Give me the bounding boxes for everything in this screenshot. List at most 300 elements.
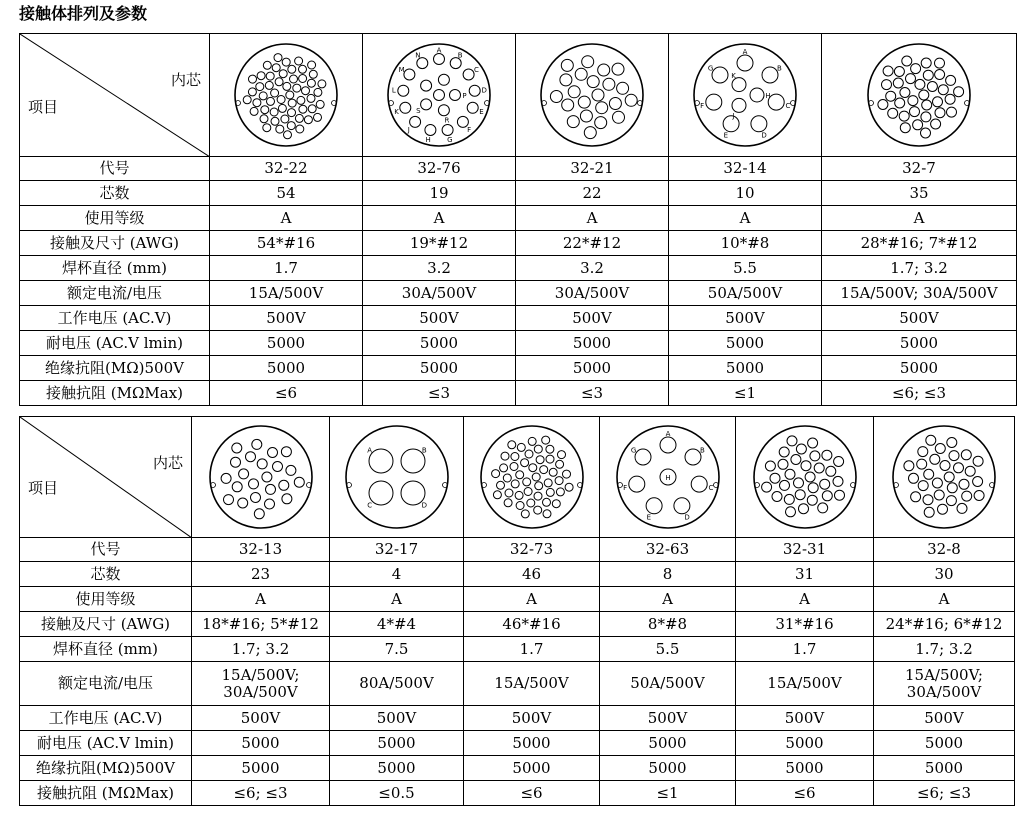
contact-pin bbox=[282, 58, 290, 66]
cell-work: 500V bbox=[192, 706, 330, 731]
contact-pin bbox=[895, 98, 905, 108]
contact-pin bbox=[911, 492, 921, 502]
contact-pin bbox=[254, 509, 264, 519]
pin-letter: G bbox=[630, 446, 636, 455]
contact-pin bbox=[507, 441, 515, 449]
layout-diagram-32-7 bbox=[822, 34, 1017, 157]
contact-pin bbox=[921, 112, 931, 122]
contact-pin bbox=[249, 75, 257, 83]
cell-insulation: 5000 bbox=[600, 756, 736, 781]
contact-pin bbox=[795, 490, 805, 500]
contact-pin bbox=[288, 65, 296, 73]
row-label-insulation: 绝缘抗阻(MΩ)500V bbox=[20, 756, 192, 781]
cell-code: 32-22 bbox=[210, 157, 363, 181]
contact-pin bbox=[251, 439, 261, 449]
cell-awg: 8*#8 bbox=[600, 612, 736, 637]
contact-pin bbox=[288, 99, 296, 107]
contact-pin bbox=[959, 479, 969, 489]
cell-cores: 10 bbox=[669, 181, 822, 206]
contact-pin bbox=[230, 457, 240, 467]
cell-rated-line1: 80A/500V bbox=[359, 674, 434, 692]
contact-pin bbox=[503, 474, 511, 482]
cell-rated-line1: 15A/500V; bbox=[221, 665, 300, 684]
contact-pin bbox=[232, 482, 242, 492]
cell-code: 32-7 bbox=[822, 157, 1017, 181]
cell-work: 500V bbox=[669, 306, 822, 331]
cell-awg: 24*#16; 6*#12 bbox=[874, 612, 1015, 637]
cell-code: 32-76 bbox=[363, 157, 516, 181]
contact-pin bbox=[263, 61, 271, 69]
contact-pin bbox=[833, 476, 843, 486]
contact-pin bbox=[532, 473, 540, 481]
cell-code: 32-17 bbox=[330, 538, 464, 562]
contact-pin bbox=[434, 90, 445, 101]
contact-pin bbox=[947, 438, 957, 448]
contact-pin bbox=[973, 456, 983, 466]
contact-pin bbox=[924, 469, 934, 479]
pin-letter: R bbox=[444, 116, 450, 125]
contact-pin bbox=[974, 491, 984, 501]
layout-diagram-32-63 bbox=[600, 417, 736, 538]
cell-contact: ≤6 bbox=[736, 781, 874, 806]
contact-pin bbox=[265, 484, 275, 494]
contact-pin bbox=[250, 493, 260, 503]
row-label-code: 代号 bbox=[20, 538, 192, 562]
cell-rated bbox=[192, 662, 330, 706]
connector-layout-32-8 bbox=[890, 423, 998, 531]
contact-pin bbox=[288, 109, 296, 117]
contact-pin bbox=[271, 117, 279, 125]
contact-pin bbox=[954, 463, 964, 473]
cell-insulation: 5000 bbox=[874, 756, 1015, 781]
contact-pin bbox=[545, 445, 553, 453]
cell-work: 500V bbox=[822, 306, 1017, 331]
contact-pin bbox=[772, 492, 782, 502]
pin-letter: F bbox=[700, 101, 705, 110]
cell-cores: 4 bbox=[330, 562, 464, 587]
pin-letter: H bbox=[765, 92, 771, 100]
cell-contact: ≤6 bbox=[210, 381, 363, 406]
contact-pin bbox=[248, 88, 256, 96]
contact-pin bbox=[833, 457, 843, 467]
pin-letter: P bbox=[462, 92, 467, 100]
contact-pin bbox=[287, 122, 295, 130]
cell-withstand: 5000 bbox=[464, 731, 600, 756]
cell-withstand: 5000 bbox=[736, 731, 874, 756]
contact-pin bbox=[947, 483, 957, 493]
contact-pin bbox=[267, 448, 277, 458]
contact-pin bbox=[309, 70, 317, 78]
pin-letter: A bbox=[742, 48, 748, 56]
contact-pin bbox=[603, 78, 615, 90]
contact-pin bbox=[617, 82, 629, 94]
cell-rated-line2: 30A/500V bbox=[906, 682, 982, 701]
pin-letter: K bbox=[731, 72, 736, 81]
cell-grade: A bbox=[736, 587, 874, 612]
contact-pin bbox=[267, 97, 275, 105]
contact-pin bbox=[921, 58, 931, 68]
contact-pin bbox=[257, 72, 265, 80]
cell-awg: 18*#16; 5*#12 bbox=[192, 612, 330, 637]
contact-pin bbox=[973, 477, 983, 487]
contact-pin bbox=[932, 478, 942, 488]
contact-pin bbox=[737, 55, 753, 71]
corner-diagonal bbox=[20, 417, 192, 538]
cell-grade: A bbox=[464, 587, 600, 612]
contact-pin bbox=[834, 490, 844, 500]
contact-pin bbox=[894, 67, 904, 77]
contact-pin bbox=[923, 495, 933, 505]
cell-code: 32-21 bbox=[516, 157, 669, 181]
cell-code: 32-31 bbox=[736, 538, 874, 562]
contact-pin bbox=[825, 466, 835, 476]
cell-insulation: 5000 bbox=[736, 756, 874, 781]
corner-diagonal bbox=[20, 34, 210, 157]
contact-pin bbox=[918, 481, 928, 491]
cell-grade: A bbox=[192, 587, 330, 612]
cell-contact: ≤6 bbox=[464, 781, 600, 806]
cell-cores: 23 bbox=[192, 562, 330, 587]
contact-pin bbox=[533, 506, 541, 514]
contact-pin bbox=[562, 99, 574, 111]
contact-pin bbox=[299, 65, 307, 73]
contact-pin bbox=[930, 454, 940, 464]
cell-awg: 46*#16 bbox=[464, 612, 600, 637]
pin-letter: G bbox=[707, 64, 714, 73]
cell-cup: 5.5 bbox=[600, 637, 736, 662]
cell-withstand: 5000 bbox=[600, 731, 736, 756]
contact-pin bbox=[294, 477, 304, 487]
cell-cores: 8 bbox=[600, 562, 736, 587]
contact-pin bbox=[592, 89, 604, 101]
contact-pin bbox=[926, 435, 936, 445]
cell-code: 32-13 bbox=[192, 538, 330, 562]
contact-pin bbox=[685, 449, 701, 465]
contact-pin bbox=[496, 481, 504, 489]
contact-pin bbox=[286, 91, 294, 99]
layout-diagram-32-22 bbox=[210, 34, 363, 157]
contact-pin bbox=[243, 96, 251, 104]
pin-letter: D bbox=[683, 513, 690, 522]
pin-letter: E bbox=[723, 131, 729, 140]
contact-pin bbox=[902, 56, 912, 66]
contact-pin bbox=[613, 111, 625, 123]
contact-pin bbox=[750, 88, 764, 102]
pin-letter: B bbox=[421, 446, 427, 455]
contact-pin bbox=[522, 478, 530, 486]
pin-letter: C bbox=[473, 66, 479, 75]
pin-letter: E bbox=[479, 108, 484, 117]
corner-label-item: 项目 bbox=[28, 98, 59, 116]
cell-work: 500V bbox=[330, 706, 464, 731]
cell-withstand: 5000 bbox=[516, 331, 669, 356]
contact-pin bbox=[778, 459, 788, 469]
contact-pin bbox=[770, 473, 780, 483]
contact-pin bbox=[584, 127, 596, 139]
contact-pin bbox=[886, 91, 896, 101]
layout-diagram-32-21 bbox=[516, 34, 669, 157]
row-label-awg: 接触及尺寸 (AWG) bbox=[20, 612, 192, 637]
contact-pin bbox=[805, 472, 815, 482]
header-corner bbox=[20, 417, 192, 538]
cell-cup: 5.5 bbox=[669, 256, 822, 281]
cell-work: 500V bbox=[464, 706, 600, 731]
row-label-cores: 芯数 bbox=[20, 181, 210, 206]
contact-pin bbox=[878, 100, 888, 110]
contact-pin bbox=[272, 64, 280, 72]
cell-cores: 31 bbox=[736, 562, 874, 587]
contact-pin bbox=[550, 91, 562, 103]
cell-withstand: 5000 bbox=[210, 331, 363, 356]
row-label-rated: 额定电流/电压 bbox=[20, 662, 192, 706]
contact-pin bbox=[293, 84, 301, 92]
cell-grade: A bbox=[516, 206, 669, 231]
contact-pin bbox=[582, 56, 594, 68]
contact-pin bbox=[302, 87, 310, 95]
cell-awg: 54*#16 bbox=[210, 231, 363, 256]
contact-pin bbox=[539, 466, 547, 474]
cell-rated-line1: 15A/500V bbox=[767, 674, 842, 692]
cell-rated: 30A/500V bbox=[516, 281, 669, 306]
contact-pin bbox=[296, 125, 304, 133]
contact-pin bbox=[899, 111, 909, 121]
row-label-cup: 焊杯直径 (mm) bbox=[20, 256, 210, 281]
contact-pin bbox=[469, 85, 480, 96]
contact-pin bbox=[807, 495, 817, 505]
cell-rated-line2: 30A/500V bbox=[223, 682, 298, 701]
contact-pin bbox=[917, 459, 927, 469]
layout-diagram-32-17 bbox=[330, 417, 464, 538]
contact-pin bbox=[421, 80, 432, 91]
contact-pin bbox=[297, 96, 305, 104]
pin-letter: H bbox=[425, 136, 431, 145]
contact-pin bbox=[807, 438, 817, 448]
cell-cores: 54 bbox=[210, 181, 363, 206]
cell-work: 500V bbox=[874, 706, 1015, 731]
contact-pin bbox=[732, 98, 746, 112]
contact-pin bbox=[248, 479, 258, 489]
contact-pin bbox=[793, 478, 803, 488]
contact-pin bbox=[510, 453, 518, 461]
cell-work: 500V bbox=[363, 306, 516, 331]
contact-pin bbox=[798, 504, 808, 514]
contact-pin bbox=[318, 80, 326, 88]
cell-insulation: 5000 bbox=[464, 756, 600, 781]
contact-pin bbox=[635, 449, 651, 465]
pin-letter: H bbox=[664, 474, 671, 482]
cell-code: 32-63 bbox=[600, 538, 736, 562]
contact-pin bbox=[438, 105, 449, 116]
cell-contact: ≤6; ≤3 bbox=[874, 781, 1015, 806]
contact-pin bbox=[560, 74, 572, 86]
contact-pin bbox=[568, 86, 580, 98]
contact-pin bbox=[541, 436, 549, 444]
contact-pin bbox=[277, 96, 285, 104]
row-label-contact: 接触抗阻 (MΩMax) bbox=[20, 781, 192, 806]
page-title: 接触体排列及参数 bbox=[19, 4, 148, 23]
contact-pin bbox=[821, 450, 831, 460]
cell-contact: ≤6; ≤3 bbox=[192, 781, 330, 806]
cell-withstand: 5000 bbox=[330, 731, 464, 756]
contact-pin bbox=[245, 452, 255, 462]
contact-pin bbox=[515, 471, 523, 479]
pin-letter: N bbox=[415, 51, 421, 60]
contact-pin bbox=[285, 465, 295, 475]
cell-cores: 22 bbox=[516, 181, 669, 206]
contact-pin bbox=[295, 57, 303, 65]
contact-pin bbox=[900, 123, 910, 133]
row-label-withstand: 耐电压 (AC.V lmin) bbox=[20, 731, 192, 756]
contact-pin bbox=[944, 472, 954, 482]
row-label-grade: 使用等级 bbox=[20, 587, 192, 612]
cell-rated-line1: 50A/500V bbox=[630, 674, 705, 692]
contact-pin bbox=[565, 483, 573, 491]
cell-grade: A bbox=[330, 587, 464, 612]
contact-pin bbox=[534, 492, 542, 500]
cell-cup: 1.7 bbox=[464, 637, 600, 662]
contact-pin bbox=[923, 70, 933, 80]
contact-pin bbox=[307, 79, 315, 87]
contact-pin bbox=[290, 75, 298, 83]
contact-pin bbox=[491, 470, 499, 478]
cell-awg: 10*#8 bbox=[669, 231, 822, 256]
contact-pin bbox=[442, 125, 453, 136]
contact-pin bbox=[536, 456, 544, 464]
contact-pin bbox=[561, 59, 573, 71]
cell-insulation: 5000 bbox=[516, 356, 669, 381]
contact-pin bbox=[265, 81, 273, 89]
contact-pin bbox=[779, 447, 789, 457]
contact-pin bbox=[425, 125, 436, 136]
connector-layout-32-73 bbox=[478, 423, 586, 531]
contact-pin bbox=[450, 90, 461, 101]
cell-cup: 1.7; 3.2 bbox=[822, 256, 1017, 281]
contact-pin bbox=[935, 70, 945, 80]
contact-pin bbox=[965, 466, 975, 476]
contact-pin bbox=[628, 476, 644, 492]
cell-work: 500V bbox=[516, 306, 669, 331]
contact-pin bbox=[785, 507, 795, 517]
row-label-rated: 额定电流/电压 bbox=[20, 281, 210, 306]
contact-pin bbox=[421, 99, 432, 110]
pin-letter: G bbox=[447, 136, 453, 145]
contact-pin bbox=[908, 96, 918, 106]
connector-layout-32-31 bbox=[751, 423, 859, 531]
contact-pin bbox=[281, 447, 291, 457]
cell-awg: 28*#16; 7*#12 bbox=[822, 231, 1017, 256]
contact-pin bbox=[751, 116, 767, 132]
contact-pin bbox=[366, 446, 393, 473]
row-label-cup: 焊杯直径 (mm) bbox=[20, 637, 192, 662]
contact-pin bbox=[691, 476, 707, 492]
layout-diagram-32-31 bbox=[736, 417, 874, 538]
contact-pin bbox=[801, 461, 811, 471]
cell-cores: 46 bbox=[464, 562, 600, 587]
row-label-awg: 接触及尺寸 (AWG) bbox=[20, 231, 210, 256]
cell-insulation: 5000 bbox=[210, 356, 363, 381]
contact-pin bbox=[555, 477, 563, 485]
contact-pin bbox=[261, 106, 269, 114]
cell-contact: ≤1 bbox=[669, 381, 822, 406]
contact-pin bbox=[534, 445, 542, 453]
pin-letter: F bbox=[622, 483, 627, 492]
contact-pin bbox=[549, 468, 557, 476]
contact-pin bbox=[883, 66, 893, 76]
contact-pin bbox=[231, 443, 241, 453]
contact-pin bbox=[276, 125, 284, 133]
contact-pin bbox=[253, 99, 261, 107]
cell-grade: A bbox=[822, 206, 1017, 231]
contact-pin bbox=[934, 490, 944, 500]
cell-rated bbox=[874, 662, 1015, 706]
contact-pin bbox=[562, 470, 570, 478]
contact-pin bbox=[398, 85, 409, 96]
contact-pin bbox=[814, 463, 824, 473]
contact-pin bbox=[281, 494, 291, 504]
contact-pin bbox=[949, 451, 959, 461]
row-label-code: 代号 bbox=[20, 157, 210, 181]
pin-letter: F bbox=[467, 126, 472, 135]
pin-letter: D bbox=[481, 86, 487, 95]
contact-pin bbox=[784, 494, 794, 504]
contact-pin bbox=[304, 116, 312, 124]
cell-grade: A bbox=[363, 206, 516, 231]
contact-pin bbox=[945, 94, 955, 104]
contact-pin bbox=[946, 496, 956, 506]
contact-pin bbox=[567, 116, 579, 128]
cell-rated bbox=[600, 662, 736, 706]
contact-pin bbox=[264, 499, 274, 509]
cell-rated bbox=[464, 662, 600, 706]
contact-pin bbox=[819, 479, 829, 489]
pin-letter: D bbox=[761, 131, 767, 140]
contact-pin bbox=[906, 74, 916, 84]
contact-pin bbox=[283, 82, 291, 90]
contact-pin bbox=[257, 459, 267, 469]
cell-rated-line1: 15A/500V bbox=[494, 674, 569, 692]
contact-pin bbox=[526, 499, 534, 507]
contact-pin bbox=[904, 461, 914, 471]
cell-grade: A bbox=[874, 587, 1015, 612]
contact-pin bbox=[555, 460, 563, 468]
cell-rated: 15A/500V bbox=[210, 281, 363, 306]
pin-letter: M bbox=[398, 66, 405, 75]
cell-code: 32-73 bbox=[464, 538, 600, 562]
contact-pin bbox=[520, 459, 528, 467]
contact-pin bbox=[660, 437, 676, 453]
contact-pin bbox=[779, 480, 789, 490]
contact-pin bbox=[808, 483, 818, 493]
cell-insulation: 5000 bbox=[822, 356, 1017, 381]
contact-pin bbox=[237, 498, 247, 508]
pin-letter: J bbox=[732, 111, 735, 120]
row-label-contact: 接触抗阻 (MΩMax) bbox=[20, 381, 210, 406]
layout-diagram-32-8 bbox=[874, 417, 1015, 538]
cell-cup: 1.7 bbox=[736, 637, 874, 662]
layout-diagram-32-73 bbox=[464, 417, 600, 538]
contact-pin bbox=[544, 479, 552, 487]
cell-rated bbox=[330, 662, 464, 706]
connector-layout-32-21 bbox=[538, 41, 646, 149]
contact-pin bbox=[259, 92, 267, 100]
contact-pin bbox=[575, 68, 587, 80]
contact-pin bbox=[761, 482, 771, 492]
connector-layout-32-7 bbox=[865, 41, 973, 149]
contact-pin bbox=[463, 69, 474, 80]
contact-pin bbox=[933, 97, 943, 107]
contact-pin bbox=[723, 116, 739, 132]
contact-pin bbox=[673, 498, 689, 514]
